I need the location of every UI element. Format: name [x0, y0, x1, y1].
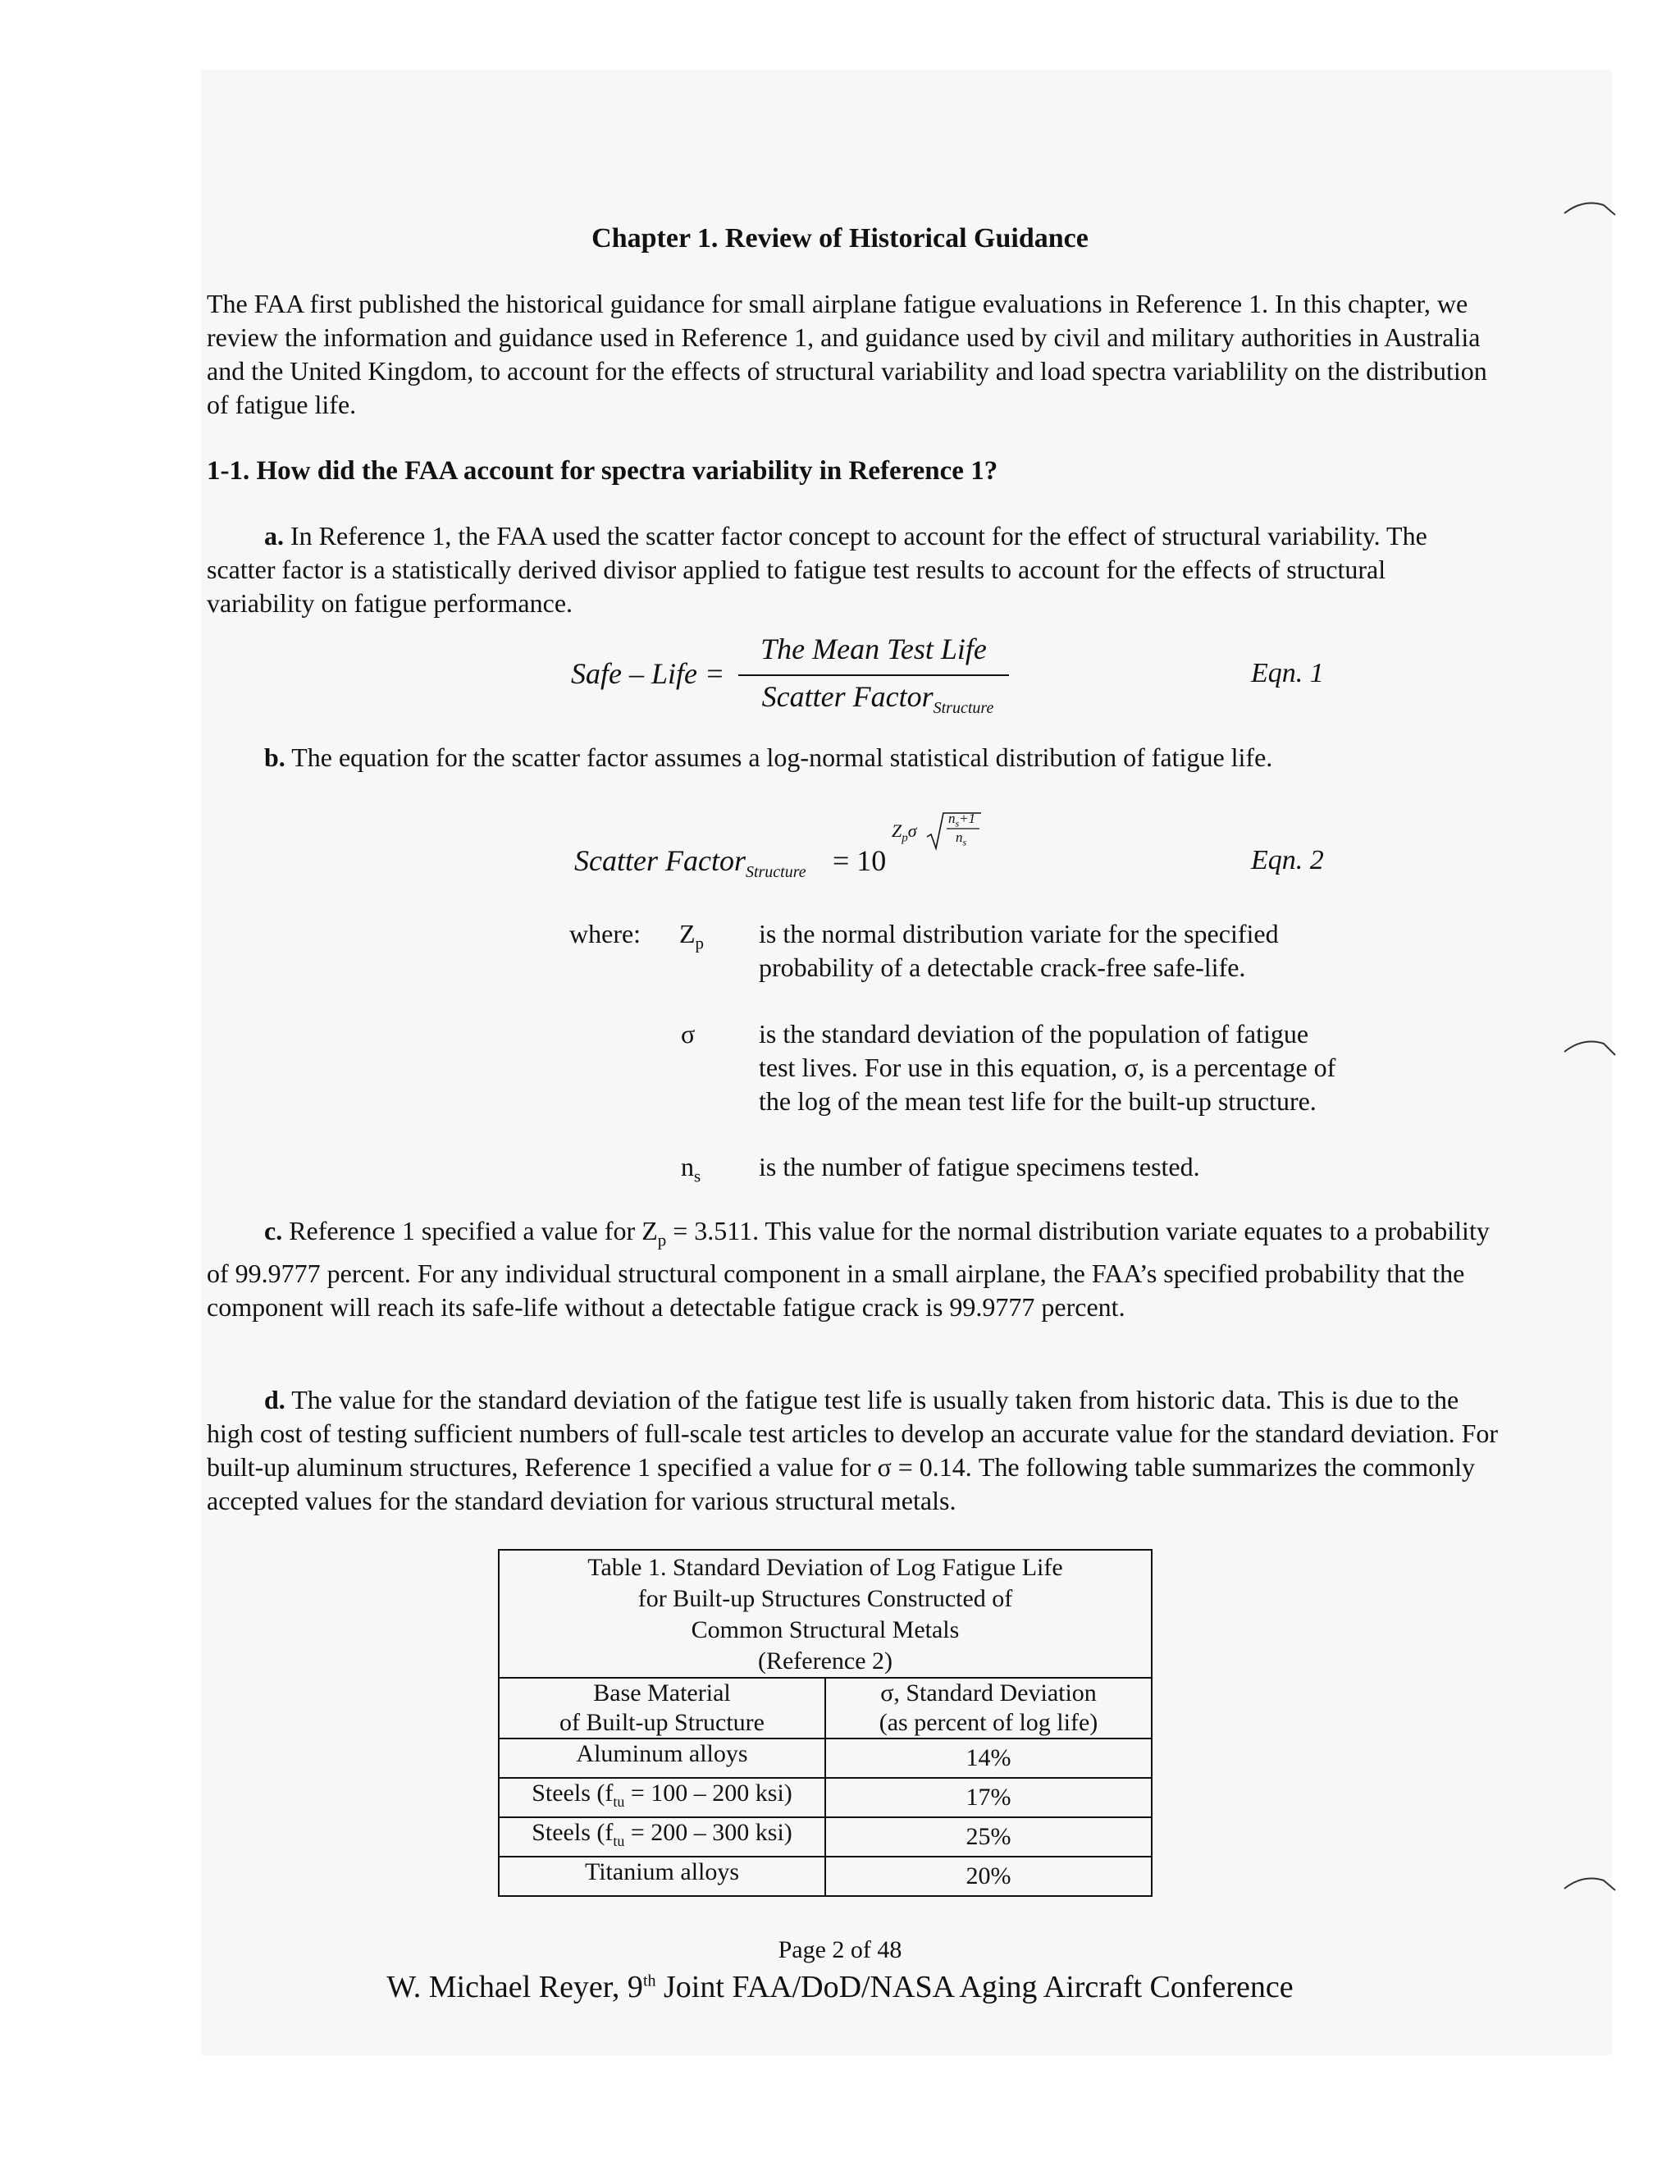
paragraph-d [207, 1383, 1503, 1518]
equation-1-label: Eqn. 1 [1251, 658, 1324, 688]
table-row [499, 1857, 1152, 1896]
equation-2-exponent: $Z_p\sigma$ [892, 820, 917, 845]
where-definition-sigma: is the standard deviation of the population of fatigue test lives. For use in this equation, σ, is a percentage of the log of the mean test life for the built-up structure. [759, 1019, 1336, 1116]
paragraph-b-text: The equation for the scatter factor assumes a log-normal statistical distribution of fatigue life. [285, 742, 1273, 772]
table-row [499, 1778, 1152, 1817]
scan-mark-middle [1563, 1035, 1620, 1060]
table-header-material: Base Material of Built-up Structure [499, 1678, 825, 1739]
table-cell-value: 14% [825, 1739, 1152, 1778]
paragraph-b-label: b. [264, 742, 285, 772]
table-caption: Table 1. Standard Deviation of Log Fatigue Life for Built-up Structures Constructed of Common Structural Metals (Reference 2) [499, 1550, 1152, 1678]
table-cell-value: 17% [825, 1778, 1152, 1817]
equation-1 [0, 624, 1680, 730]
where-label: where: [569, 919, 641, 948]
where-symbol-ns: $n_s$ [681, 1152, 701, 1186]
equation-2-lhs-sub: Structure [745, 863, 806, 881]
table-row [499, 1739, 1152, 1778]
equation-2-lhs: Scatter Factor$_{Structure}$ [574, 844, 806, 881]
paragraph-a-text: In Reference 1, the FAA used the scatter factor concept to account for the effect of structural variability. The scatter factor is a statistically derived divisor applied to fatigue test results to account for the effects of structural variability on fatigue performance. [207, 521, 1427, 618]
page-number: Page 2 of 48 [778, 1936, 902, 1963]
paragraph-d-text: The value for the standard deviation of the fatigue test life is usually taken from historic data. This is due to the high cost of testing sufficient numbers of full-scale test articles to develop an accurate value for the standard deviation. For built-up aluminum structures, Reference 1 specified a value for σ = 0.14. The following table summarizes the commonly accepted values for the standard deviation for various structural metals. [207, 1385, 1499, 1515]
equation-2 [0, 804, 1680, 894]
footer-author-line: W. Michael Reyer, 9th Joint FAA/DoD/NASA Aging Aircraft Conference [386, 1970, 1294, 2004]
paragraph-b [264, 741, 1495, 774]
equation-2-root-denominator: $n_s$ [956, 829, 967, 848]
table-cell-material: Aluminum alloys [499, 1739, 825, 1778]
equation-1-lhs: Safe – Life = [571, 657, 725, 690]
table-cell-material: Titanium alloys [499, 1857, 825, 1896]
equation-2-base: = 10 [833, 844, 887, 877]
scan-mark-top [1563, 197, 1620, 222]
where-symbol-zp: $Z_p$ [679, 919, 705, 953]
paragraph-d-label: d. [264, 1385, 285, 1414]
table-cell-value: 20% [825, 1857, 1152, 1896]
equation-1-denominator: Scatter Factor$_{Structure}$ [761, 680, 994, 717]
paragraph-a [207, 519, 1495, 620]
paragraph-c: c. Reference 1 specified a value for $Z_p = 3.511$. This value for the normal distribution variate equates to a probability of 99.9777 percent. For any individual structural component in a small airplane, the FAA’s specified probability that the component will reach its safe-life without a detectable fatigue crack is 99.9777 percent. [207, 1216, 1490, 1323]
table-row [499, 1817, 1152, 1857]
equation-2-label: Eqn. 2 [1251, 845, 1324, 875]
table-cell-material: Steels ($f_{tu} = 100 - 200$ ksi) [499, 1778, 825, 1817]
where-definition-zp: is the normal distribution variate for the specified probability of a detectable crack-free safe-life. [759, 919, 1279, 982]
paragraph-a-label: a. [264, 521, 284, 551]
where-symbol-sigma: σ [681, 1019, 696, 1049]
equation-2-root-numerator: $n_s+1$ [948, 811, 976, 829]
std-deviation-table [498, 1549, 1153, 1897]
equation-1-numerator: The Mean Test Life [760, 633, 987, 665]
paragraph-c-label: c. [264, 1216, 283, 1245]
where-definition-ns: is the number of fatigue specimens tested. [759, 1152, 1200, 1181]
table-header-std-dev: σ, Standard Deviation (as percent of log life) [825, 1678, 1152, 1739]
table-cell-material: Steels ($f_{tu} = 200 - 300$ ksi) [499, 1817, 825, 1857]
table-header-row [499, 1678, 1152, 1739]
equation-1-denominator-sub: Structure [933, 699, 994, 717]
section-heading: 1-1. How did the FAA account for spectra variability in Reference 1? [207, 456, 998, 486]
chapter-title: Chapter 1. Review of Historical Guidance [591, 223, 1089, 254]
equation-1-fraction-bar [738, 674, 1009, 676]
table-cell-value: 25% [825, 1817, 1152, 1857]
scan-mark-bottom [1563, 1872, 1620, 1897]
intro-paragraph: The FAA first published the historical guidance for small airplane fatigue evaluations in Reference 1. In this chapter, we review the information and guidance used in Reference 1, and guidance used by civil and military authorities in Australia and the United Kingdom, to account for the effects of structural variability and load spectra variablility on the distribution of fatigue life. [207, 289, 1487, 419]
